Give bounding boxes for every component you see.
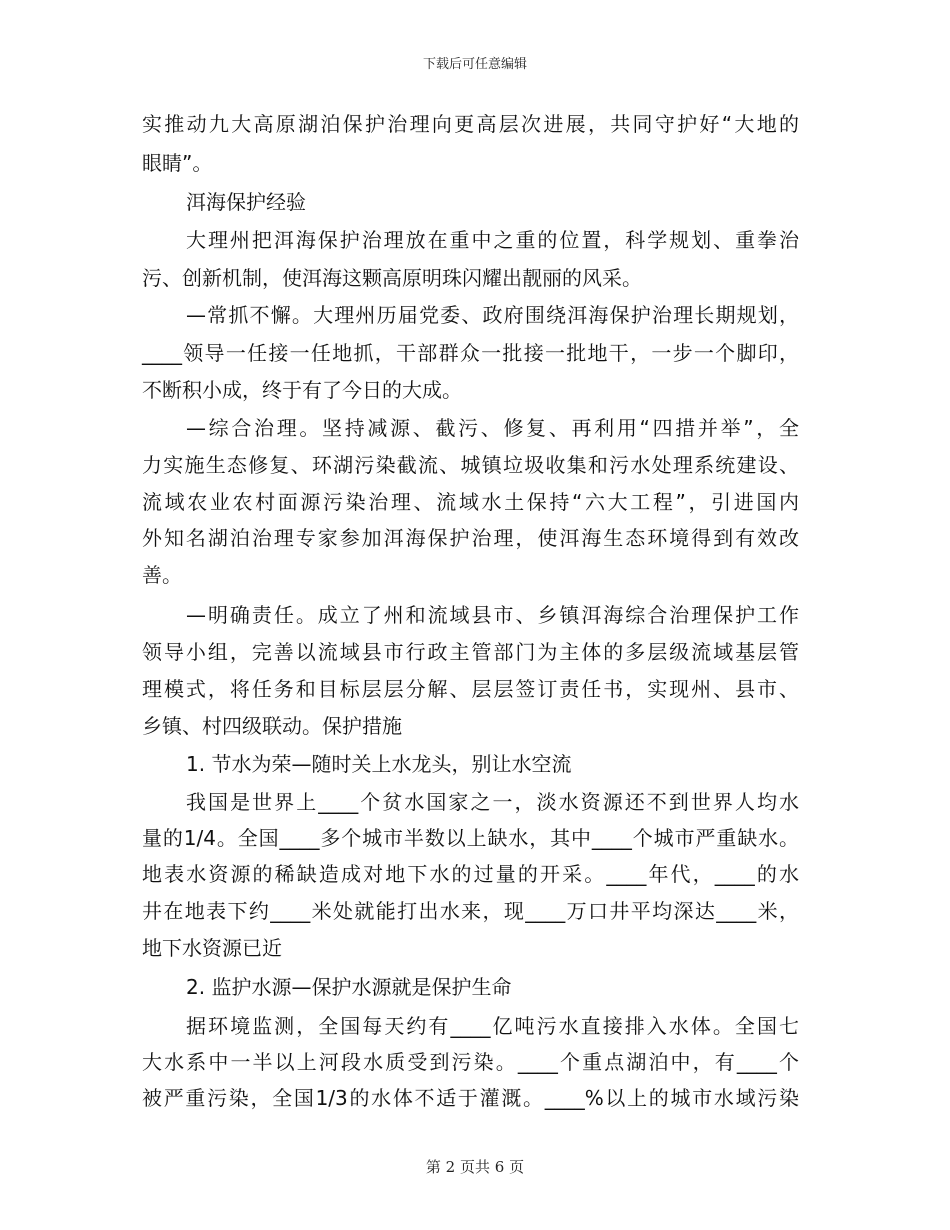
text-line: 污、创新机制，使洱海这颗高原明珠闪耀出靓丽的风采。 [142, 266, 642, 290]
text-line: 大理州把洱海保护治理放在重中之重的位置，科学规划、重拳治 [186, 228, 799, 252]
text-line: 被严重污染，全国1/3的水体不适于灌溉。____%以上的城市水域污染 [142, 1086, 799, 1110]
text-line: 力实施生态修复、环湖污染截流、城镇垃圾收集和污水处理系统建设、 [142, 453, 799, 477]
text-line: —综合治理。坚持减源、截污、修复、再利用“四措并举”，全 [186, 416, 799, 440]
text-line: 井在地表下约____米处就能打出水来，现____万口井平均深达____米， [142, 899, 799, 923]
text-line: —明确责任。成立了州和流域县市、乡镇洱海综合治理保护工作 [186, 603, 799, 627]
text-line: 大水系中一半以上河段水质受到污染。____个重点湖泊中，有____个 [142, 1050, 799, 1074]
section-heading: 洱海保护经验 [186, 190, 306, 214]
text-line: 眼睛”。 [142, 151, 213, 175]
text-line: 量的1/4。全国____多个城市半数以上缺水，其中____个城市严重缺水。 [142, 826, 799, 850]
page-header: 下载后可任意编辑 [422, 57, 527, 72]
text-line: 外知名湖泊治理专家参加洱海保护治理，使洱海生态环境得到有效改 [142, 526, 799, 550]
text-line: 据环境监测，全国每天约有____亿吨污水直接排入水体。全国七 [186, 1014, 799, 1038]
text-line: 我国是世界上____个贫水国家之一，淡水资源还不到世界人均水 [186, 790, 799, 814]
text-line: 善。 [142, 563, 182, 587]
text-line: 不断积小成，终于有了今日的大成。 [142, 378, 462, 402]
text-line: 流域农业农村面源污染治理、流域水土保持“六大工程”，引进国内 [142, 490, 799, 514]
text-line: 地下水资源已近 [142, 936, 282, 960]
text-line: 理模式，将任务和目标层层分解、层层签订责任书，实现州、县市、 [142, 677, 799, 701]
text-line: ____领导一任接一任地抓，干部群众一批接一批地干，一步一个脚印， [142, 341, 799, 365]
text-line: 实推动九大高原湖泊保护治理向更高层次进展，共同守护好“大地的 [142, 112, 799, 136]
text-line: 领导小组，完善以流域县市行政主管部门为主体的多层级流域基层管 [142, 640, 799, 664]
numbered-heading: 1. 节水为荣—随时关上水龙头，别让水空流 [186, 752, 572, 776]
text-line: 地表水资源的稀缺造成对地下水的过量的开采。____年代，____的水 [142, 862, 799, 886]
page-footer: 第 2 页共 6 页 [425, 1158, 525, 1176]
text-line: —常抓不懈。大理州历届党委、政府围绕洱海保护治理长期规划， [186, 303, 799, 327]
text-line: 乡镇、村四级联动。保护措施 [142, 714, 402, 738]
numbered-heading: 2. 监护水源—保护水源就是保护生命 [186, 975, 512, 999]
